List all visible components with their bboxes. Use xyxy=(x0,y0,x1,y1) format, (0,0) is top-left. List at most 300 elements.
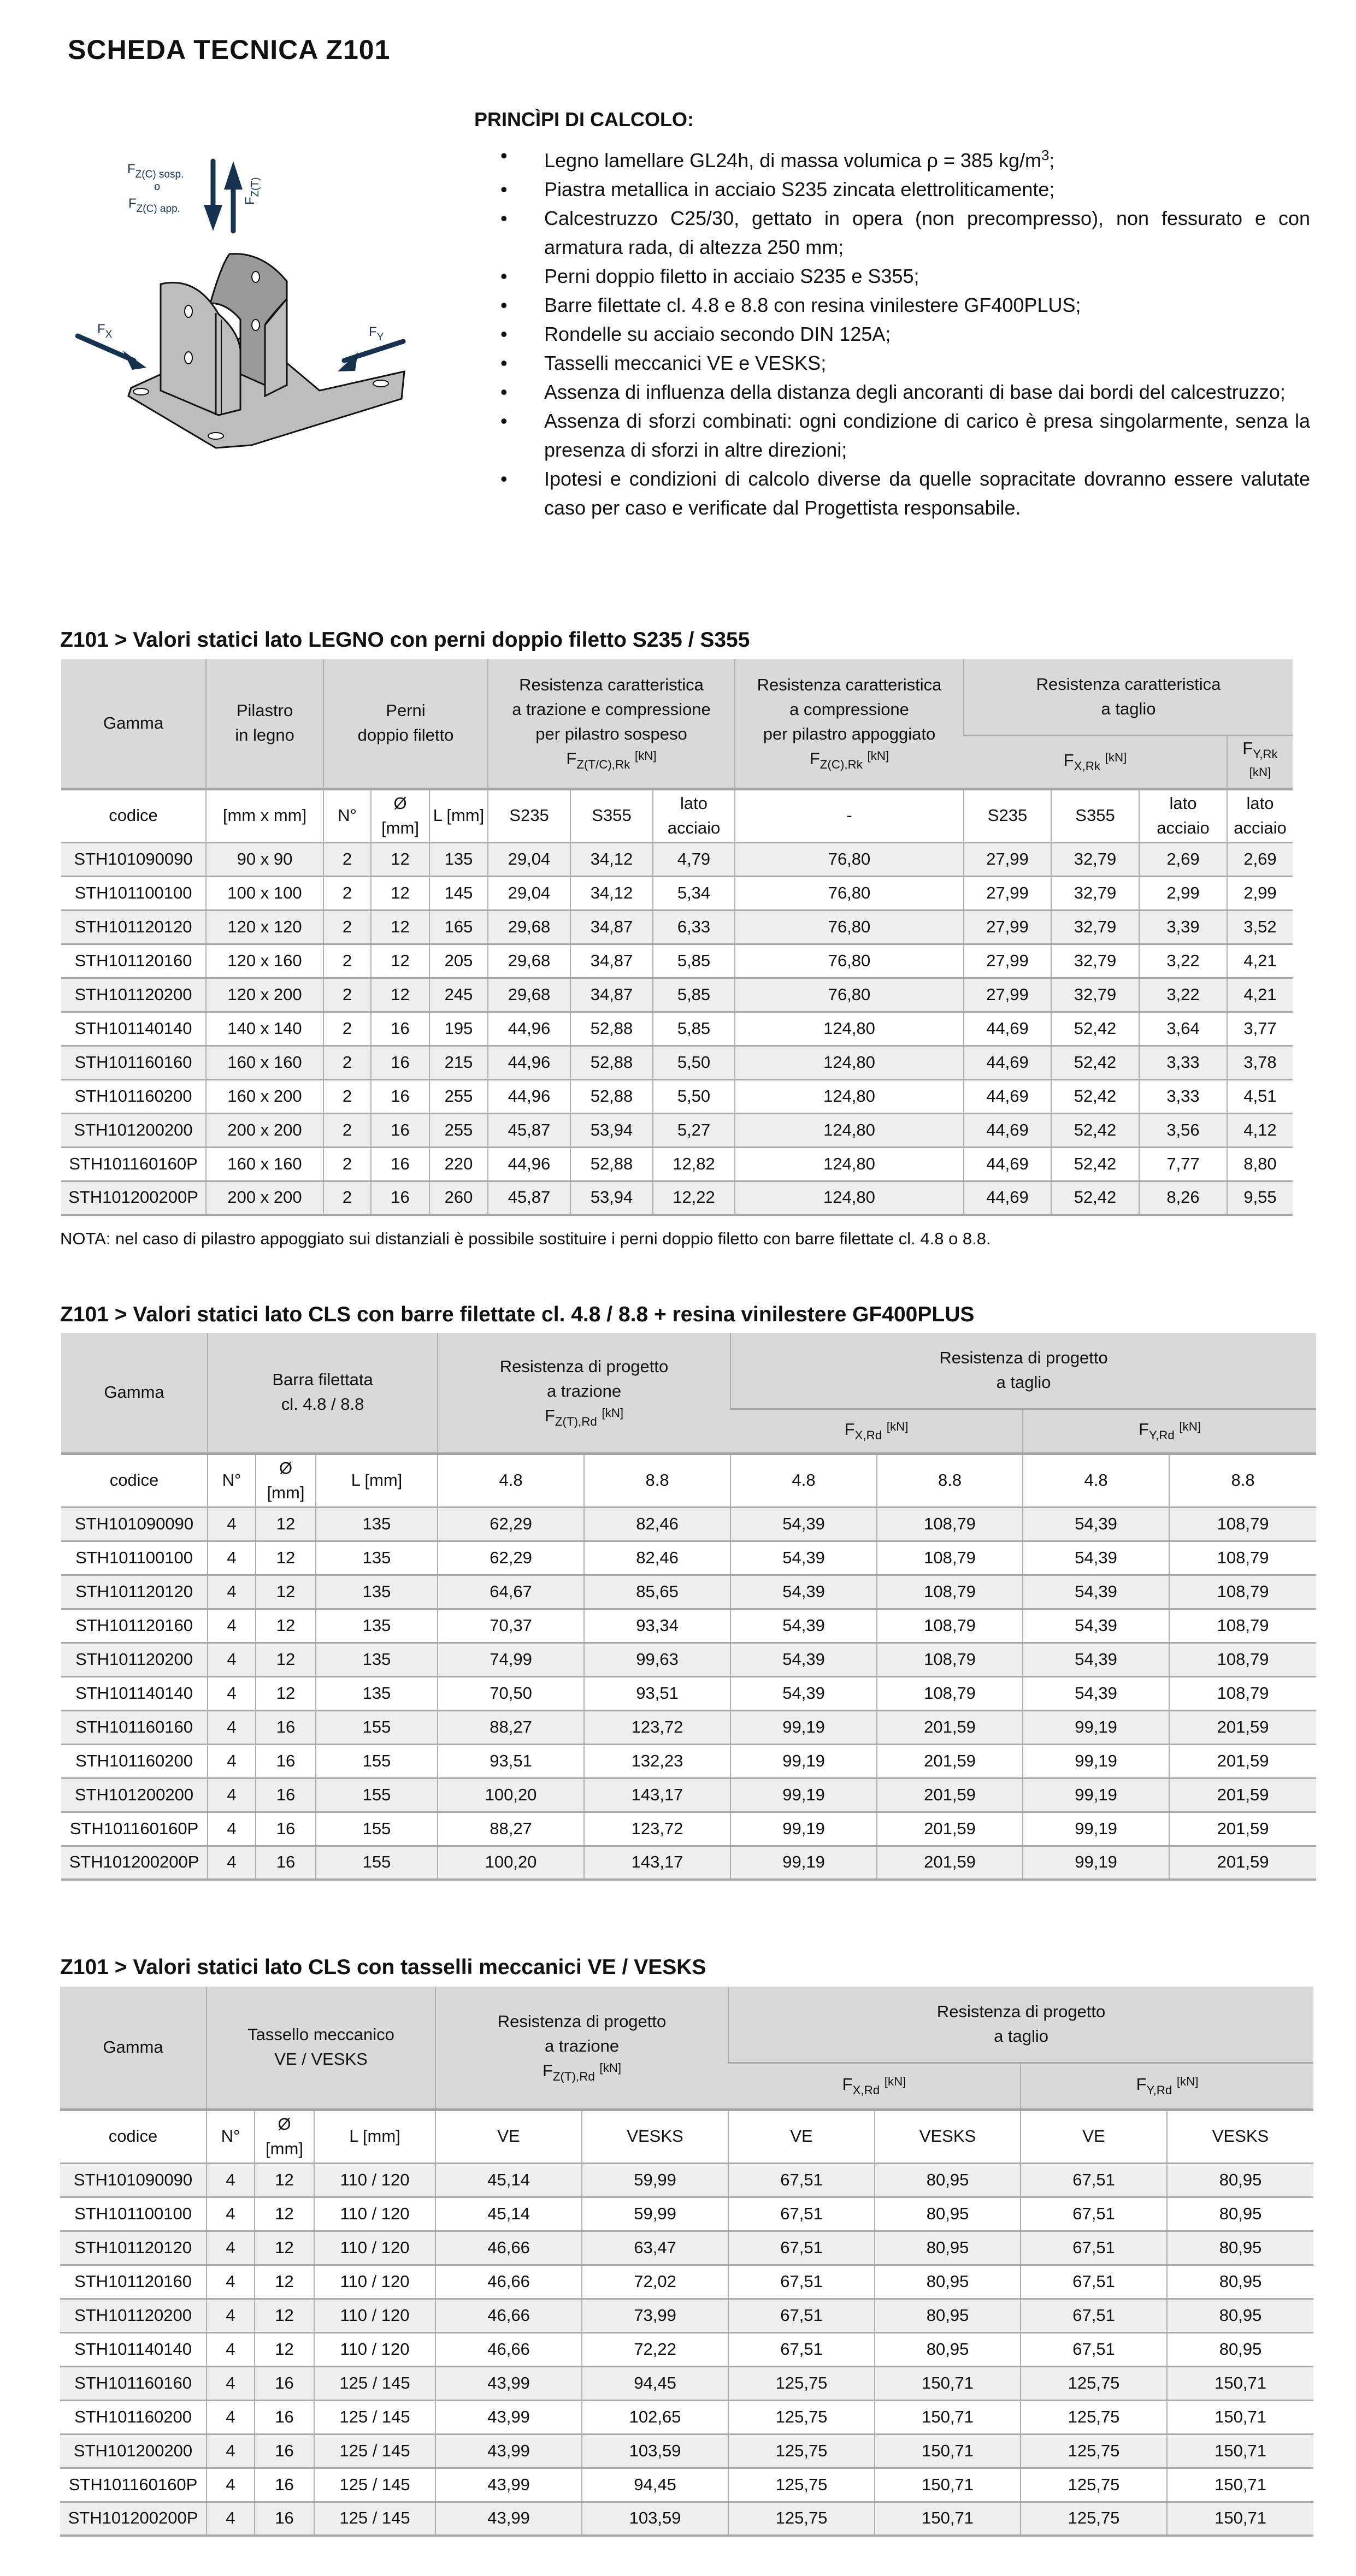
subheader-cell: N° xyxy=(323,789,371,842)
value-cell: 4 xyxy=(207,2265,255,2299)
value-cell: 4 xyxy=(208,1507,256,1541)
value-cell: 4 xyxy=(208,1676,256,1710)
value-cell: 150,71 xyxy=(875,2400,1021,2434)
table-row xyxy=(61,876,1293,910)
value-cell: 4 xyxy=(207,2366,255,2400)
value-cell: 3,52 xyxy=(1227,910,1293,944)
value-cell: 32,79 xyxy=(1051,944,1139,978)
product-code-cell: STH101120120 xyxy=(61,910,206,944)
value-cell: 54,39 xyxy=(1023,1609,1169,1643)
value-cell: 155 xyxy=(316,1846,438,1880)
value-cell: 2 xyxy=(323,1012,371,1045)
value-cell: 67,51 xyxy=(728,2332,875,2366)
bullet-icon: • xyxy=(500,265,508,287)
value-cell: 43,99 xyxy=(435,2400,582,2434)
value-cell: 110 / 120 xyxy=(314,2332,435,2366)
subheader-cell: 8.8 xyxy=(877,1454,1023,1507)
product-code-cell: STH101160160P xyxy=(61,1147,206,1181)
value-cell: 12 xyxy=(256,1541,316,1575)
value-cell: 150,71 xyxy=(1167,2468,1313,2502)
value-cell: 220 xyxy=(429,1147,488,1181)
value-cell: 27,99 xyxy=(964,944,1051,978)
value-cell: 4,21 xyxy=(1227,944,1293,978)
value-cell: 150,71 xyxy=(1167,2366,1313,2400)
principle-item: • Rondelle su acciaio secondo DIN 125A; xyxy=(474,320,1310,348)
subheader-cell: S235 xyxy=(488,789,570,842)
value-cell: 155 xyxy=(316,1710,438,1744)
value-cell: 103,59 xyxy=(582,2434,728,2468)
table-row xyxy=(61,1609,1316,1643)
value-cell: 70,50 xyxy=(438,1676,584,1710)
value-cell: 99,19 xyxy=(730,1778,877,1812)
value-cell: 80,95 xyxy=(1167,2197,1313,2231)
value-cell: 46,66 xyxy=(435,2299,582,2332)
table-row xyxy=(61,1012,1293,1045)
value-cell: 135 xyxy=(429,842,488,876)
header-compressione: Resistenza caratteristica a compressione per pilastro appoggiato $F_{Z(C),Rk}$ [kN] xyxy=(735,659,964,789)
value-cell: 5,34 xyxy=(653,876,735,910)
value-cell: 54,39 xyxy=(730,1643,877,1676)
value-cell: 108,79 xyxy=(1169,1609,1316,1643)
product-code-cell: STH101090090 xyxy=(61,842,206,876)
value-cell: 52,42 xyxy=(1051,1079,1139,1113)
product-code-cell: STH101120200 xyxy=(61,1643,208,1676)
value-cell: 27,99 xyxy=(964,842,1051,876)
value-cell: 16 xyxy=(255,2434,314,2468)
value-cell: 135 xyxy=(316,1575,438,1609)
product-code-cell: STH101120120 xyxy=(61,1575,208,1609)
value-cell: 44,69 xyxy=(964,1147,1051,1181)
value-cell: 16 xyxy=(255,2468,314,2502)
product-code-cell: STH101140140 xyxy=(61,1012,206,1045)
value-cell: 3,56 xyxy=(1139,1113,1227,1147)
value-cell: 99,19 xyxy=(730,1744,877,1778)
value-cell: 76,80 xyxy=(735,910,964,944)
value-cell: 67,51 xyxy=(728,2231,875,2265)
value-cell: 245 xyxy=(429,978,488,1012)
principle-item: • Ipotesi e condizioni di calcolo diverse da quelle sopracitate dovranno essere valutate caso per caso e verificate dal Progettista responsabile. xyxy=(474,464,1310,522)
value-cell: 54,39 xyxy=(1023,1575,1169,1609)
product-code-cell: STH101200200 xyxy=(60,2434,207,2468)
value-cell: 108,79 xyxy=(1169,1541,1316,1575)
value-cell: 108,79 xyxy=(877,1643,1023,1676)
value-cell: 52,42 xyxy=(1051,1147,1139,1181)
value-cell: 125,75 xyxy=(728,2400,875,2434)
value-cell: 4 xyxy=(207,2197,255,2231)
value-cell: 125 / 145 xyxy=(314,2502,435,2536)
value-cell: 99,19 xyxy=(730,1710,877,1744)
value-cell: 3,22 xyxy=(1139,978,1227,1012)
value-cell: 3,77 xyxy=(1227,1012,1293,1045)
header-fx-rd: $F_{X,Rd}$ [kN] xyxy=(728,2063,1021,2110)
value-cell: 44,96 xyxy=(488,1045,570,1079)
value-cell: 67,51 xyxy=(1021,2163,1167,2197)
symbol-fz-c-rk: $F_{Z(C),Rk}$ [kN] xyxy=(809,749,889,771)
product-code-cell: STH101140140 xyxy=(60,2332,207,2366)
header-gamma: Gamma xyxy=(61,659,206,789)
value-cell: 16 xyxy=(256,1744,316,1778)
value-cell: 59,99 xyxy=(582,2163,728,2197)
value-cell: 29,04 xyxy=(488,876,570,910)
value-cell: 80,95 xyxy=(1167,2332,1313,2366)
table-row xyxy=(60,2299,1313,2332)
value-cell: 72,02 xyxy=(582,2265,728,2299)
value-cell: 16 xyxy=(371,1147,429,1181)
table-barre xyxy=(61,1333,1316,1881)
value-cell: 124,80 xyxy=(735,1012,964,1045)
value-cell: 53,94 xyxy=(570,1181,653,1215)
value-cell: 45,87 xyxy=(488,1181,570,1215)
bracket-illustration xyxy=(71,139,421,554)
bullet-icon: • xyxy=(500,144,508,167)
product-code-cell: STH101160200 xyxy=(61,1744,208,1778)
value-cell: 4 xyxy=(208,1575,256,1609)
value-cell: 3,64 xyxy=(1139,1012,1227,1045)
value-cell: 99,19 xyxy=(1023,1846,1169,1880)
value-cell: 16 xyxy=(371,1045,429,1079)
value-cell: 108,79 xyxy=(1169,1575,1316,1609)
value-cell: 52,88 xyxy=(570,1147,653,1181)
value-cell: 16 xyxy=(255,2502,314,2536)
subheader-row xyxy=(60,2110,1313,2163)
product-code-cell: STH101200200 xyxy=(61,1778,208,1812)
product-code-cell: STH101160160 xyxy=(61,1710,208,1744)
value-cell: 29,68 xyxy=(488,910,570,944)
value-cell: 43,99 xyxy=(435,2468,582,2502)
subheader-cell: codice xyxy=(61,1454,208,1507)
principles-list xyxy=(474,141,1310,522)
value-cell: 43,99 xyxy=(435,2366,582,2400)
value-cell: 12 xyxy=(255,2332,314,2366)
value-cell: 67,51 xyxy=(1021,2197,1167,2231)
value-cell: 67,51 xyxy=(1021,2332,1167,2366)
value-cell: 4 xyxy=(207,2400,255,2434)
value-cell: 12 xyxy=(256,1609,316,1643)
value-cell: 201,59 xyxy=(877,1744,1023,1778)
value-cell: 124,80 xyxy=(735,1079,964,1113)
value-cell: 67,51 xyxy=(728,2163,875,2197)
value-cell: 16 xyxy=(256,1846,316,1880)
value-cell: 59,99 xyxy=(582,2197,728,2231)
table-row xyxy=(60,2400,1313,2434)
product-code-cell: STH101160160P xyxy=(61,1812,208,1846)
header-pilastro: Pilastro in legno xyxy=(206,659,323,789)
value-cell: 125,75 xyxy=(1021,2468,1167,2502)
header-taglio: Resistenza di progetto a taglio xyxy=(730,1333,1316,1409)
value-cell: 7,77 xyxy=(1139,1147,1227,1181)
value-cell: 125,75 xyxy=(728,2502,875,2536)
value-cell: 27,99 xyxy=(964,978,1051,1012)
value-cell: 155 xyxy=(316,1812,438,1846)
value-cell: 52,42 xyxy=(1051,1113,1139,1147)
subheader-cell: 8.8 xyxy=(1169,1454,1316,1507)
value-cell: 12 xyxy=(255,2197,314,2231)
value-cell: 120 x 120 xyxy=(206,910,323,944)
value-cell: 201,59 xyxy=(1169,1710,1316,1744)
value-cell: 99,19 xyxy=(1023,1778,1169,1812)
value-cell: 80,95 xyxy=(1167,2163,1313,2197)
value-cell: 5,85 xyxy=(653,1012,735,1045)
label-fy: $F_Y$ xyxy=(369,324,384,343)
subheader-cell: VE xyxy=(1021,2110,1167,2163)
value-cell: 100,20 xyxy=(438,1846,584,1880)
value-cell: 12 xyxy=(255,2265,314,2299)
table-row xyxy=(60,2265,1313,2299)
value-cell: 260 xyxy=(429,1181,488,1215)
value-cell: 125,75 xyxy=(1021,2400,1167,2434)
value-cell: 102,65 xyxy=(582,2400,728,2434)
value-cell: 88,27 xyxy=(438,1812,584,1846)
value-cell: 255 xyxy=(429,1113,488,1147)
subheader-cell: 4.8 xyxy=(438,1454,584,1507)
product-code-cell: STH101120120 xyxy=(60,2231,207,2265)
value-cell: 46,66 xyxy=(435,2265,582,2299)
subheader-cell: S355 xyxy=(1051,789,1139,842)
value-cell: 201,59 xyxy=(1169,1846,1316,1880)
symbol-fz-t-rd: $F_{Z(T),Rd}$ [kN] xyxy=(544,1405,624,1428)
table-row xyxy=(60,2231,1313,2265)
page-title: SCHEDA TECNICA Z101 xyxy=(68,34,391,65)
principle-item: • Tasselli meccanici VE e VESKS; xyxy=(474,348,1310,377)
value-cell: 67,51 xyxy=(1021,2299,1167,2332)
subheader-cell: Ø [mm] xyxy=(255,2110,314,2163)
subheader-cell: - xyxy=(735,789,964,842)
value-cell: 4,51 xyxy=(1227,1079,1293,1113)
value-cell: 4 xyxy=(208,1609,256,1643)
value-cell: 201,59 xyxy=(877,1778,1023,1812)
value-cell: 120 x 200 xyxy=(206,978,323,1012)
value-cell: 108,79 xyxy=(877,1609,1023,1643)
header-taglio: Resistenza caratteristica a taglio xyxy=(964,659,1293,735)
value-cell: 12 xyxy=(371,842,429,876)
value-cell: 93,51 xyxy=(438,1744,584,1778)
value-cell: 34,87 xyxy=(570,978,653,1012)
value-cell: 62,29 xyxy=(438,1507,584,1541)
subheader-cell: 4.8 xyxy=(730,1454,877,1507)
value-cell: 140 x 140 xyxy=(206,1012,323,1045)
value-cell: 100,20 xyxy=(438,1778,584,1812)
value-cell: 150,71 xyxy=(875,2468,1021,2502)
value-cell: 54,39 xyxy=(730,1609,877,1643)
table-row xyxy=(61,1147,1293,1181)
table-row xyxy=(60,2468,1313,2502)
product-code-cell: STH101160200 xyxy=(60,2400,207,2434)
table-row xyxy=(60,2163,1313,2197)
value-cell: 27,99 xyxy=(964,910,1051,944)
value-cell: 12 xyxy=(371,944,429,978)
value-cell: 43,99 xyxy=(435,2502,582,2536)
value-cell: 200 x 200 xyxy=(206,1181,323,1215)
value-cell: 201,59 xyxy=(877,1846,1023,1880)
value-cell: 63,47 xyxy=(582,2231,728,2265)
header-tassello: Tassello meccanico VE / VESKS xyxy=(207,1987,435,2110)
value-cell: 80,95 xyxy=(875,2299,1021,2332)
value-cell: 150,71 xyxy=(875,2502,1021,2536)
product-code-cell: STH101200200 xyxy=(61,1113,206,1147)
product-code-cell: STH101140140 xyxy=(61,1676,208,1710)
value-cell: 12 xyxy=(255,2231,314,2265)
value-cell: 12 xyxy=(255,2299,314,2332)
value-cell: 135 xyxy=(316,1541,438,1575)
value-cell: 12 xyxy=(256,1643,316,1676)
value-cell: 8,26 xyxy=(1139,1181,1227,1215)
table-row xyxy=(61,1676,1316,1710)
value-cell: 82,46 xyxy=(584,1541,730,1575)
subheader-cell: codice xyxy=(60,2110,207,2163)
value-cell: 150,71 xyxy=(1167,2400,1313,2434)
value-cell: 3,33 xyxy=(1139,1045,1227,1079)
value-cell: 201,59 xyxy=(877,1812,1023,1846)
principle-item: • Piastra metallica in acciaio S235 zincata elettroliticamente; xyxy=(474,175,1310,204)
value-cell: 120 x 160 xyxy=(206,944,323,978)
calculation-principles xyxy=(474,108,1310,522)
value-cell: 123,72 xyxy=(584,1812,730,1846)
principle-item: • Legno lamellare GL24h, di massa volumica ρ = 385 $kg/m^3$; xyxy=(474,141,1310,175)
value-cell: 16 xyxy=(256,1812,316,1846)
value-cell: 4 xyxy=(208,1846,256,1880)
product-code-cell: STH101160160 xyxy=(61,1045,206,1079)
table-row xyxy=(61,978,1293,1012)
product-code-cell: STH101100100 xyxy=(60,2197,207,2231)
table-tasselli xyxy=(60,1987,1313,2537)
value-cell: 125 / 145 xyxy=(314,2468,435,2502)
value-cell: 16 xyxy=(371,1181,429,1215)
header-trazione: Resistenza di progetto a trazione $F_{Z(T),Rd}$ [kN] xyxy=(435,1987,728,2110)
value-cell: 108,79 xyxy=(877,1541,1023,1575)
principles-heading: PRINCÌPI DI CALCOLO: xyxy=(474,108,694,131)
value-cell: 16 xyxy=(371,1113,429,1147)
value-cell: 124,80 xyxy=(735,1181,964,1215)
value-cell: 103,59 xyxy=(582,2502,728,2536)
value-cell: 67,51 xyxy=(728,2265,875,2299)
value-cell: 4,21 xyxy=(1227,978,1293,1012)
subheader-cell: 8.8 xyxy=(584,1454,730,1507)
value-cell: 94,45 xyxy=(582,2468,728,2502)
value-cell: 3,33 xyxy=(1139,1079,1227,1113)
value-cell: 108,79 xyxy=(1169,1676,1316,1710)
subheader-cell: VESKS xyxy=(1167,2110,1313,2163)
subheader-cell: [mm x mm] xyxy=(206,789,323,842)
value-cell: 108,79 xyxy=(877,1575,1023,1609)
value-cell: 12 xyxy=(371,910,429,944)
value-cell: 73,99 xyxy=(582,2299,728,2332)
value-cell: 2 xyxy=(323,910,371,944)
symbol-fz-tc-rk: $F_{Z(T/C),Rk}$ [kN] xyxy=(566,749,657,771)
product-code-cell: STH101120200 xyxy=(61,978,206,1012)
table-row xyxy=(60,2197,1313,2231)
subheader-cell: VE xyxy=(435,2110,582,2163)
subheader-cell: L [mm] xyxy=(429,789,488,842)
subheader-row xyxy=(61,789,1293,842)
bullet-icon: • xyxy=(500,323,508,345)
value-cell: 32,79 xyxy=(1051,978,1139,1012)
value-cell: 99,19 xyxy=(1023,1744,1169,1778)
value-cell: 44,69 xyxy=(964,1113,1051,1147)
value-cell: 2,99 xyxy=(1227,876,1293,910)
value-cell: 32,79 xyxy=(1051,842,1139,876)
arrow-up-fz-tension-icon xyxy=(224,161,243,231)
table-row xyxy=(61,1113,1293,1147)
value-cell: 110 / 120 xyxy=(314,2231,435,2265)
arrow-down-fz-compression-icon xyxy=(204,161,222,231)
value-cell: 44,69 xyxy=(964,1181,1051,1215)
value-cell: 34,87 xyxy=(570,944,653,978)
principle-item: • Assenza di influenza della distanza degli ancoranti di base dai bordi del calcestruzzo; xyxy=(474,377,1310,406)
value-cell: 12 xyxy=(371,978,429,1012)
value-cell: 54,39 xyxy=(1023,1643,1169,1676)
value-cell: 255 xyxy=(429,1079,488,1113)
value-cell: 44,96 xyxy=(488,1012,570,1045)
value-cell: 32,79 xyxy=(1051,876,1139,910)
value-cell: 45,14 xyxy=(435,2197,582,2231)
subheader-cell: Ø [mm] xyxy=(256,1454,316,1507)
value-cell: 4 xyxy=(208,1778,256,1812)
value-cell: 2 xyxy=(323,944,371,978)
value-cell: 99,63 xyxy=(584,1643,730,1676)
value-cell: 2 xyxy=(323,1045,371,1079)
value-cell: 4 xyxy=(208,1643,256,1676)
value-cell: 88,27 xyxy=(438,1710,584,1744)
value-cell: 32,79 xyxy=(1051,910,1139,944)
bullet-icon: • xyxy=(500,410,508,432)
value-cell: 150,71 xyxy=(875,2434,1021,2468)
header-taglio: Resistenza di progetto a taglio xyxy=(728,1987,1313,2063)
value-cell: 4,12 xyxy=(1227,1113,1293,1147)
value-cell: 67,51 xyxy=(1021,2231,1167,2265)
label-fz-t: $F_{Z(T)}$ xyxy=(243,177,261,205)
value-cell: 72,22 xyxy=(582,2332,728,2366)
product-code-cell: STH101090090 xyxy=(61,1507,208,1541)
value-cell: 2 xyxy=(323,1079,371,1113)
value-cell: 12 xyxy=(256,1676,316,1710)
arrow-fx-icon xyxy=(78,336,146,370)
value-cell: 6,33 xyxy=(653,910,735,944)
value-cell: 5,85 xyxy=(653,944,735,978)
table-row xyxy=(61,1744,1316,1778)
table-row xyxy=(61,1846,1316,1880)
value-cell: 52,88 xyxy=(570,1012,653,1045)
value-cell: 80,95 xyxy=(1167,2265,1313,2299)
value-cell: 124,80 xyxy=(735,1147,964,1181)
value-cell: 64,67 xyxy=(438,1575,584,1609)
value-cell: 76,80 xyxy=(735,944,964,978)
value-cell: 110 / 120 xyxy=(314,2299,435,2332)
value-cell: 44,69 xyxy=(964,1012,1051,1045)
value-cell: 155 xyxy=(316,1744,438,1778)
value-cell: 165 xyxy=(429,910,488,944)
value-cell: 3,22 xyxy=(1139,944,1227,978)
table-row xyxy=(61,842,1293,876)
value-cell: 12,22 xyxy=(653,1181,735,1215)
value-cell: 125,75 xyxy=(728,2366,875,2400)
value-cell: 132,23 xyxy=(584,1744,730,1778)
value-cell: 108,79 xyxy=(1169,1507,1316,1541)
value-cell: 67,51 xyxy=(728,2197,875,2231)
table-row xyxy=(61,944,1293,978)
value-cell: 27,99 xyxy=(964,876,1051,910)
value-cell: 2,69 xyxy=(1227,842,1293,876)
table-row xyxy=(61,1181,1293,1215)
value-cell: 34,87 xyxy=(570,910,653,944)
subheader-cell: 4.8 xyxy=(1023,1454,1169,1507)
bullet-icon: • xyxy=(500,294,508,316)
header-fy-rd: $F_{Y,Rd}$ [kN] xyxy=(1023,1409,1316,1454)
table-legno xyxy=(61,659,1293,1216)
bullet-icon: • xyxy=(500,207,508,229)
value-cell: 29,68 xyxy=(488,978,570,1012)
value-cell: 76,80 xyxy=(735,978,964,1012)
value-cell: 3,78 xyxy=(1227,1045,1293,1079)
